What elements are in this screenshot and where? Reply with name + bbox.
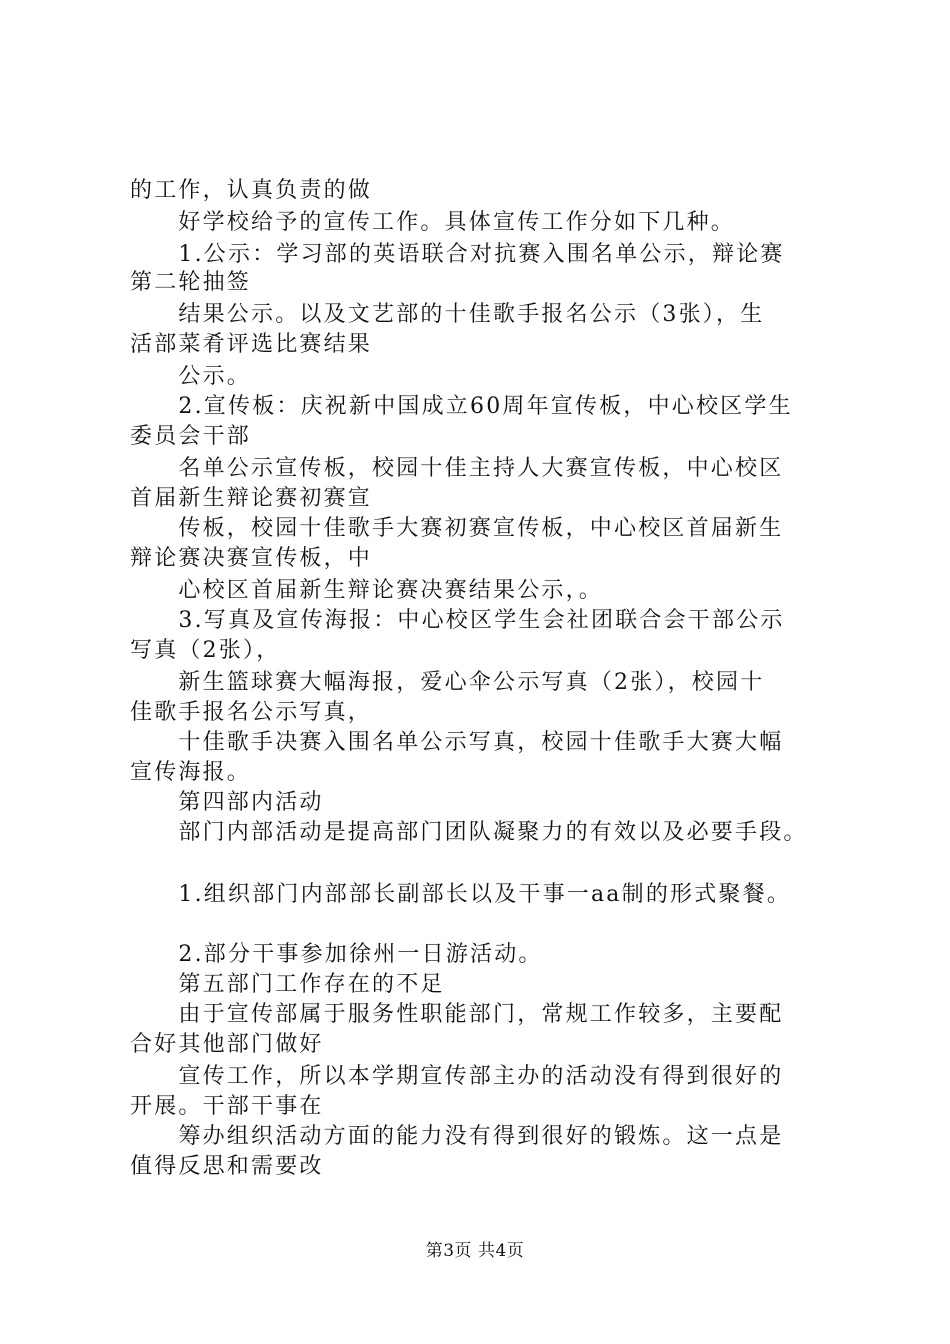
text-line: 首届新生辩论赛初赛宣 — [130, 486, 373, 511]
text-line: 结果公示。以及文艺部的十佳歌手报名公示（3张），生 — [130, 302, 765, 327]
text-line: 宣传工作，所以本学期宣传部主办的活动没有得到很好的 — [130, 1064, 784, 1089]
section-heading: 第四部内活动 — [130, 790, 324, 815]
page-footer: 第3页 共4页 — [425, 1241, 525, 1261]
text-line: 1.公示：学习部的英语联合对抗赛入围名单公示，辩论赛 — [130, 242, 785, 267]
text-line: 佳歌手报名公示写真， — [130, 700, 373, 725]
text-line: 公示。 — [130, 364, 252, 389]
text-line: 传板，校园十佳歌手大赛初赛宣传板，中心校区首届新生 — [130, 516, 784, 541]
text-line: 3.写真及宣传海报：中心校区学生会社团联合会干部公示 — [130, 608, 785, 633]
text-line: 2.部分干事参加徐州一日游活动。 — [130, 942, 543, 967]
text-line: 开展。干部干事在 — [130, 1094, 324, 1119]
text-line: 合好其他部门做好 — [130, 1032, 324, 1057]
text-line: 活部菜肴评选比赛结果 — [130, 332, 373, 357]
text-line: 宣传海报。 — [130, 760, 252, 785]
text-line: 1.组织部门内部部长副部长以及干事一aa制的形式聚餐。 — [130, 882, 792, 907]
text-line: 2.宣传板：庆祝新中国成立60周年宣传板，中心校区学生 — [130, 394, 793, 419]
section-heading: 第五部门工作存在的不足 — [130, 972, 445, 997]
text-line: 筹办组织活动方面的能力没有得到很好的锻炼。这一点是 — [130, 1124, 784, 1149]
text-line: 辩论赛决赛宣传板，中 — [130, 546, 373, 571]
text-line: 写真（2张）， — [130, 638, 281, 663]
text-line: 由于宣传部属于服务性职能部门，常规工作较多，主要配 — [130, 1002, 784, 1027]
text-line: 好学校给予的宣传工作。具体宣传工作分如下几种。 — [130, 210, 736, 235]
text-line: 部门内部活动是提高部门团队凝聚力的有效以及必要手段。 — [130, 820, 808, 845]
text-line: 值得反思和需要改 — [130, 1154, 324, 1179]
text-line: 的工作，认真负责的做 — [130, 178, 373, 203]
text-line: 新生篮球赛大幅海报，爱心伞公示写真（2张），校园十 — [130, 670, 765, 695]
text-line: 第二轮抽签 — [130, 270, 252, 295]
text-line: 委员会干部 — [130, 424, 252, 449]
text-line: 心校区首届新生辩论赛决赛结果公示，。 — [130, 578, 604, 603]
text-line: 十佳歌手决赛入围名单公示写真，校园十佳歌手大赛大幅 — [130, 730, 784, 755]
text-line: 名单公示宣传板，校园十佳主持人大赛宣传板，中心校区 — [130, 456, 784, 481]
